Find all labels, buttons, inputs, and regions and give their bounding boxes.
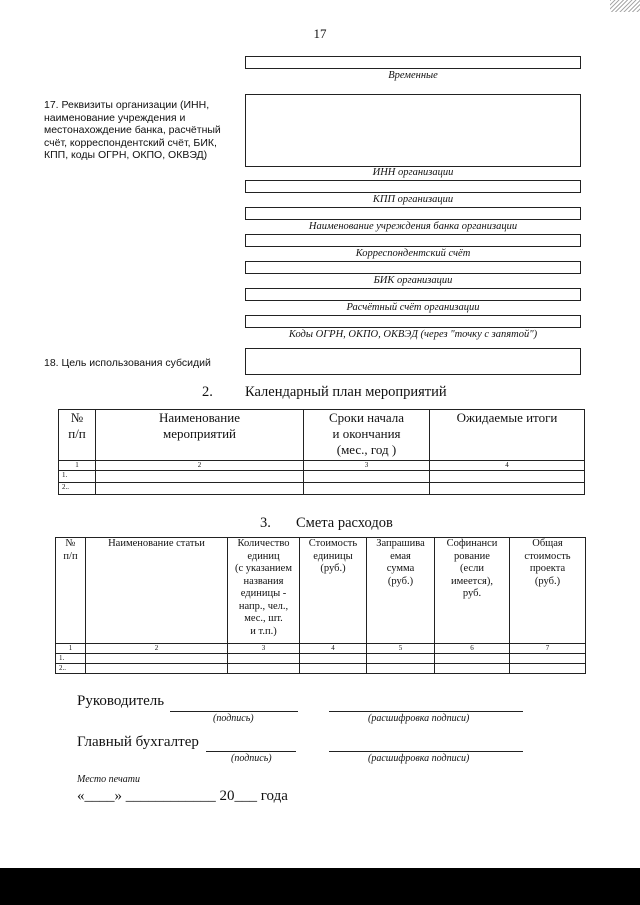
row-number: 1. bbox=[56, 654, 86, 664]
numbering-cell: 7 bbox=[510, 644, 586, 654]
header-cell: Общая стоимость проекта (руб.) bbox=[510, 538, 586, 644]
row-number: 2.. bbox=[59, 483, 96, 495]
table-cell[interactable] bbox=[430, 471, 585, 483]
header-cell: Запрашива емая сумма (руб.) bbox=[367, 538, 435, 644]
header-cell: Наименование статьи bbox=[86, 538, 228, 644]
accountant-signature-caption: (подпись) bbox=[231, 753, 272, 764]
numbering-cell: 4 bbox=[300, 644, 367, 654]
table-cell[interactable] bbox=[86, 654, 228, 664]
numbering-row bbox=[56, 644, 586, 654]
table-cell[interactable] bbox=[96, 483, 304, 495]
item17-label-line: местонахождение банка, расчётный bbox=[44, 124, 221, 136]
corr-account-field[interactable] bbox=[245, 261, 581, 274]
numbering-cell: 6 bbox=[435, 644, 510, 654]
header-cell: Софинанси рование (если имеется), руб. bbox=[435, 538, 510, 644]
header-cell: № п/п bbox=[56, 538, 86, 644]
table-row bbox=[56, 654, 586, 664]
section3-title: Смета расходов bbox=[296, 515, 393, 531]
head-signature-caption: (подпись) bbox=[213, 713, 254, 724]
table-cell[interactable] bbox=[96, 471, 304, 483]
header-cell: Сроки начала и окончания (мес., год ) bbox=[304, 410, 430, 461]
table-cell[interactable] bbox=[435, 664, 510, 674]
table-cell[interactable] bbox=[435, 654, 510, 664]
numbering-cell: 2 bbox=[96, 461, 304, 471]
table-cell[interactable] bbox=[228, 654, 300, 664]
kpp-caption: КПП организации bbox=[372, 194, 454, 205]
temporary-field[interactable] bbox=[245, 56, 581, 69]
table-cell[interactable] bbox=[304, 471, 430, 483]
accountant-label: Главный бухгалтер bbox=[77, 734, 199, 750]
temporary-caption: Временные bbox=[388, 70, 438, 81]
header-cell: Наименование мероприятий bbox=[96, 410, 304, 461]
calendar-plan-table bbox=[58, 409, 585, 495]
head-decoding-caption: (расшифровка подписи) bbox=[368, 713, 470, 724]
table-row bbox=[56, 664, 586, 674]
date-line[interactable]: «____» ____________ 20___ года bbox=[77, 788, 288, 804]
numbering-cell: 4 bbox=[430, 461, 585, 471]
head-decoding-line[interactable] bbox=[329, 697, 523, 712]
table-cell[interactable] bbox=[300, 654, 367, 664]
accountant-decoding-caption: (расшифровка подписи) bbox=[368, 753, 470, 764]
item17-label-line: КПП, коды ОГРН, ОКПО, ОКВЭД) bbox=[44, 149, 208, 161]
numbering-cell: 2 bbox=[86, 644, 228, 654]
numbering-cell: 1 bbox=[59, 461, 96, 471]
table-row bbox=[59, 483, 585, 495]
item17-label-line: 17. Реквизиты организации (ИНН, bbox=[44, 99, 210, 111]
header-cell: Ожидаемые итоги bbox=[430, 410, 585, 461]
item17-label-line: счёт, корреспондентский счёт, БИК, bbox=[44, 136, 217, 149]
item17-label bbox=[44, 99, 244, 162]
bik-caption: БИК организации bbox=[373, 275, 453, 286]
bank-name-field[interactable] bbox=[245, 234, 581, 247]
table-header-row bbox=[59, 410, 585, 461]
accountant-signature-line[interactable] bbox=[206, 737, 296, 752]
budget-table bbox=[55, 537, 586, 674]
accountant-decoding-line[interactable] bbox=[329, 737, 523, 752]
row-number: 2.. bbox=[56, 664, 86, 674]
table-cell[interactable] bbox=[304, 483, 430, 495]
table-cell[interactable] bbox=[228, 664, 300, 674]
numbering-cell: 5 bbox=[367, 644, 435, 654]
corr-account-caption: Корреспондентский счёт bbox=[355, 248, 471, 259]
kpp-field[interactable] bbox=[245, 207, 581, 220]
section2-title: Календарный план мероприятий bbox=[245, 384, 447, 400]
subsidy-purpose-field[interactable] bbox=[245, 348, 581, 375]
item17-label-line: наименование учреждения и bbox=[44, 111, 186, 124]
table-cell[interactable] bbox=[510, 664, 586, 674]
account-caption: Расчётный счёт организации bbox=[346, 302, 480, 313]
table-cell[interactable] bbox=[367, 664, 435, 674]
page-number: 17 bbox=[313, 26, 327, 41]
codes-field[interactable] bbox=[245, 315, 581, 328]
table-cell[interactable] bbox=[86, 664, 228, 674]
requisites-big-field[interactable] bbox=[245, 94, 581, 167]
table-header-row bbox=[56, 538, 586, 644]
table-cell[interactable] bbox=[430, 483, 585, 495]
header-cell: № п/п bbox=[59, 410, 96, 461]
table-row bbox=[59, 471, 585, 483]
inn-caption: ИНН организации bbox=[372, 167, 454, 178]
head-signature-line[interactable] bbox=[170, 697, 298, 712]
inn-field[interactable] bbox=[245, 180, 581, 193]
item18-label: 18. Цель использования субсидий bbox=[44, 357, 211, 369]
numbering-cell: 3 bbox=[304, 461, 430, 471]
header-cell: Стоимость единицы (руб.) bbox=[300, 538, 367, 644]
numbering-cell: 1 bbox=[56, 644, 86, 654]
section2-number: 2. bbox=[202, 384, 213, 400]
table-cell[interactable] bbox=[510, 654, 586, 664]
numbering-row bbox=[59, 461, 585, 471]
numbering-cell: 3 bbox=[228, 644, 300, 654]
bank-name-caption: Наименование учреждения банка организации bbox=[308, 221, 518, 232]
head-label: Руководитель bbox=[77, 693, 165, 709]
stamp-place: Место печати bbox=[77, 774, 140, 785]
header-cell: Количество единиц (с указанием названия единицы - напр., чел., мес., шт. и т.п.) bbox=[228, 538, 300, 644]
scan-edge-bar bbox=[0, 868, 640, 905]
corner-hatching bbox=[610, 0, 640, 12]
row-number: 1. bbox=[59, 471, 96, 483]
bik-field[interactable] bbox=[245, 288, 581, 301]
codes-caption: Коды ОГРН, ОКПО, ОКВЭД (через "точку с запятой") bbox=[288, 329, 538, 340]
table-cell[interactable] bbox=[367, 654, 435, 664]
section3-number: 3. bbox=[260, 515, 271, 531]
table-cell[interactable] bbox=[300, 664, 367, 674]
